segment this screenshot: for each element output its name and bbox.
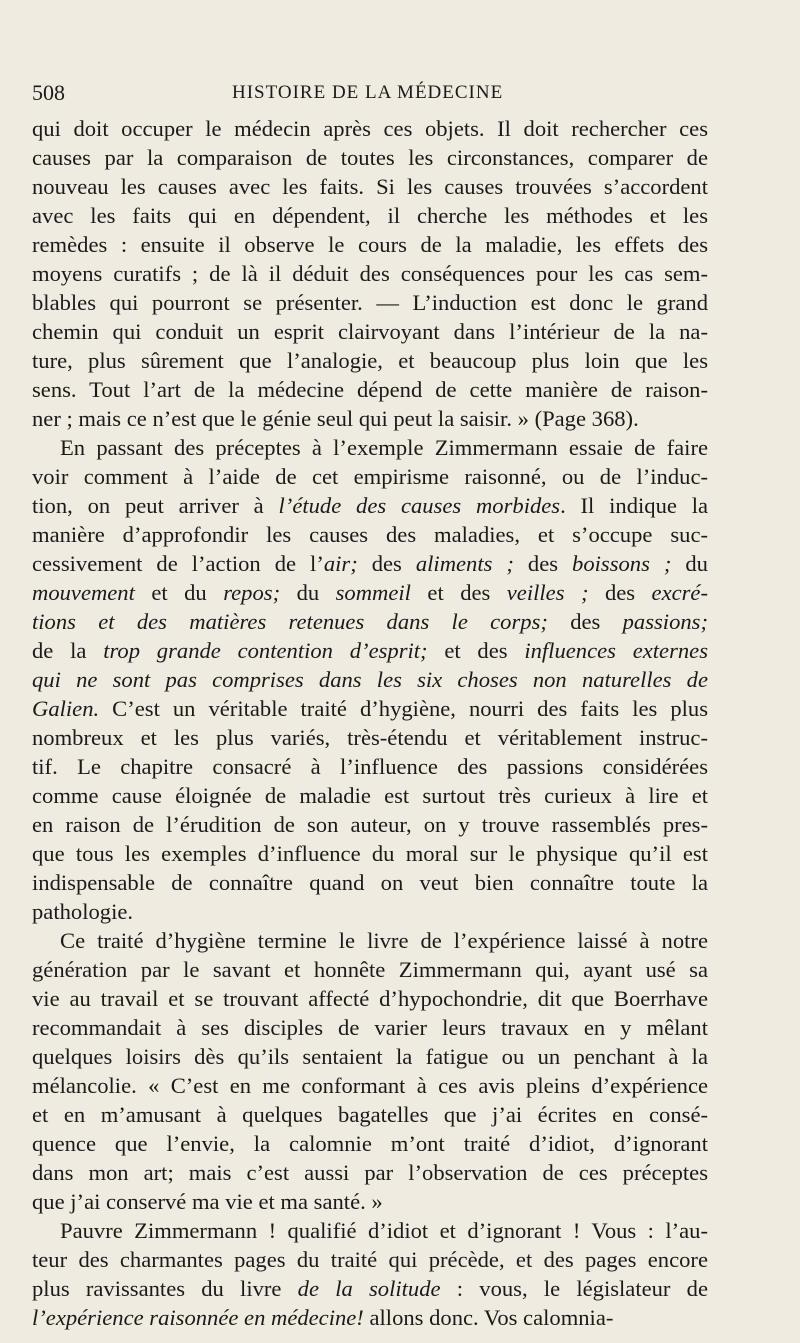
text-line [32, 288, 708, 317]
text-line [32, 636, 708, 665]
text-line [32, 752, 708, 781]
text-segment: Pauvre Zimmermann ! qualifié d’idiot et d’ignorant ! Vous : l’au- [60, 1218, 708, 1243]
text-segment: ture, plus sûrement que l’analogie, et beaucoup plus loin que les [32, 348, 708, 373]
text-segment: et des [410, 580, 507, 605]
text-segment: et du [134, 580, 224, 605]
text-line [32, 1245, 708, 1274]
text-segment: qui doit occuper le médecin après ces objets. Il doit rechercher ces [32, 116, 708, 141]
text-segment: cessivement de l’action de l’ [32, 551, 324, 576]
text-segment: C’est un véritable traité d’hygiène, nourri des faits les plus [99, 696, 708, 721]
text-segment: blables qui pourront se présenter. — L’induction est donc le grand [32, 290, 708, 315]
text-segment: indispensable de connaître quand on veut bien connaître toute la [32, 870, 708, 895]
page-header [32, 80, 710, 110]
text-line [32, 172, 708, 201]
text-segment: causes par la comparaison de toutes les circonstances, comparer de [32, 145, 708, 170]
text-segment: chemin qui conduit un esprit clairvoyant dans l’intérieur de la na- [32, 319, 708, 344]
italic-text: tions et des matières retenues dans le corps; [32, 609, 548, 634]
text-segment: en raison de l’érudition de son auteur, on y trouve rassemblés pres- [32, 812, 708, 837]
text-segment: pathologie. [32, 899, 134, 924]
text-line [32, 462, 708, 491]
text-line [32, 259, 708, 288]
text-segment: nombreux et les plus variés, très-étendu et véritablement instruc- [32, 725, 708, 750]
italic-text: de la solitude [297, 1276, 441, 1301]
text-line [32, 1158, 708, 1187]
text-segment: des [547, 609, 623, 634]
text-line [32, 578, 708, 607]
text-segment: des [357, 551, 416, 576]
italic-text: veilles ; [506, 580, 589, 605]
text-line [32, 810, 708, 839]
text-line [32, 143, 708, 172]
text-segment: voir comment à l’aide de cet empirisme raisonné, ou de l’induc- [32, 464, 708, 489]
text-line [32, 1274, 708, 1303]
text-segment: des [588, 580, 652, 605]
italic-text: Galien. [32, 696, 100, 721]
italic-text: repos; [223, 580, 281, 605]
text-line [32, 665, 708, 694]
text-segment: manière d’approfondir les causes des maladies, et s’occupe suc- [32, 522, 708, 547]
text-line [32, 491, 708, 520]
text-segment: comme cause éloignée de maladie est surtout très curieux à lire et [32, 783, 708, 808]
text-line [32, 723, 708, 752]
italic-text: excré- [651, 580, 708, 605]
text-segment: remèdes : ensuite il observe le cours de la maladie, les effets des [32, 232, 708, 257]
text-line [32, 781, 708, 810]
paragraph [32, 926, 708, 1216]
italic-text: l’expérience raisonnée en médecine! [32, 1305, 364, 1330]
text-segment: Ce traité d’hygiène termine le livre de l’expérience laissé à notre [60, 928, 708, 953]
text-line [32, 230, 708, 259]
text-line [32, 1042, 708, 1071]
text-segment: avec les faits qui en dépendent, il cherche les méthodes et les [32, 203, 708, 228]
text-line [32, 1129, 708, 1158]
text-segment: génération par le savant et honnête Zimmermann qui, ayant usé sa [32, 957, 708, 982]
text-segment: sens. Tout l’art de la médecine dépend de cette manière de raison- [32, 377, 708, 402]
text-line [32, 607, 708, 636]
text-segment: . Il indique la [560, 493, 709, 518]
text-line [32, 317, 708, 346]
italic-text: air; [323, 551, 358, 576]
text-segment: que tous les exemples d’influence du moral sur le physique qu’il est [32, 841, 708, 866]
italic-text: passions; [622, 609, 708, 634]
text-line [32, 1013, 708, 1042]
text-segment: recommandait à ses disciples de varier leurs travaux en y mêlant [32, 1015, 708, 1040]
text-segment: En passant des préceptes à l’exemple Zimmermann essaie de faire [60, 435, 708, 460]
text-segment: vie au travail et se trouvant affecté d’hypochondrie, dit que Boerrhave [32, 986, 708, 1011]
text-line [32, 114, 708, 143]
paragraph [32, 433, 708, 926]
text-line [32, 1216, 708, 1245]
text-segment: et en m’amusant à quelques bagatelles que j’ai écrites en consé- [32, 1102, 708, 1127]
text-line [32, 1187, 708, 1216]
text-segment: tif. Le chapitre consacré à l’influence des passions considérées [32, 754, 708, 779]
text-line [32, 926, 708, 955]
text-line [32, 955, 708, 984]
text-line [32, 346, 708, 375]
text-line [32, 984, 708, 1013]
italic-text: l’étude des causes morbides [278, 493, 561, 518]
text-line [32, 1303, 708, 1332]
text-segment: allons donc. Vos calomnia- [363, 1305, 614, 1330]
italic-text: qui ne sont pas comprises dans les six choses non naturelles de [32, 667, 708, 692]
italic-text: mouvement [32, 580, 135, 605]
text-segment: teur des charmantes pages du traité qui précède, et des pages encore [32, 1247, 708, 1272]
text-segment: : vous, le législateur de [440, 1276, 708, 1301]
text-segment: des [513, 551, 573, 576]
text-segment: mélancolie. « C’est en me conformant à ces avis pleins d’expérience [32, 1073, 708, 1098]
italic-text: sommeil [335, 580, 411, 605]
text-line [32, 201, 708, 230]
page-number: 508 [32, 80, 65, 105]
text-line [32, 375, 708, 404]
text-segment: et des [427, 638, 525, 663]
text-segment: dans mon art; mais c’est aussi par l’observation de ces préceptes [32, 1160, 708, 1185]
text-line [32, 897, 708, 926]
text-segment: tion, on peut arriver à [32, 493, 279, 518]
text-line [32, 839, 708, 868]
text-line [32, 868, 708, 897]
italic-text: boissons ; [572, 551, 672, 576]
text-line [32, 520, 708, 549]
text-segment: quence que l’envie, la calomnie m’ont traité d’idiot, d’ignorant [32, 1131, 708, 1156]
text-segment: plus ravissantes du livre [32, 1276, 298, 1301]
text-segment: nouveau les causes avec les faits. Si les causes trouvées s’accordent [32, 174, 708, 199]
running-title: HISTOIRE DE LA MÉDECINE [232, 82, 504, 103]
text-line [32, 694, 708, 723]
text-line [32, 433, 708, 462]
text-line [32, 549, 708, 578]
text-segment: quelques loisirs dès qu’ils sentaient la fatigue ou un penchant à la [32, 1044, 708, 1069]
text-line [32, 1071, 708, 1100]
italic-text: aliments ; [415, 551, 514, 576]
page-body [32, 114, 708, 1332]
italic-text: trop grande contention d’esprit; [103, 638, 428, 663]
text-segment: de la [32, 638, 104, 663]
text-segment: ner ; mais ce n’est que le génie seul qui peut la saisir. » (Page 368). [32, 406, 639, 431]
text-segment: du [671, 551, 708, 576]
paragraph [32, 114, 708, 433]
text-segment: du [280, 580, 336, 605]
text-line [32, 404, 708, 433]
italic-text: influences externes [524, 638, 708, 663]
text-line [32, 1100, 708, 1129]
paragraph [32, 1216, 708, 1332]
text-segment: moyens curatifs ; de là il déduit des conséquences pour les cas sem- [32, 261, 708, 286]
text-segment: que j’ai conservé ma vie et ma santé. » [32, 1189, 383, 1214]
